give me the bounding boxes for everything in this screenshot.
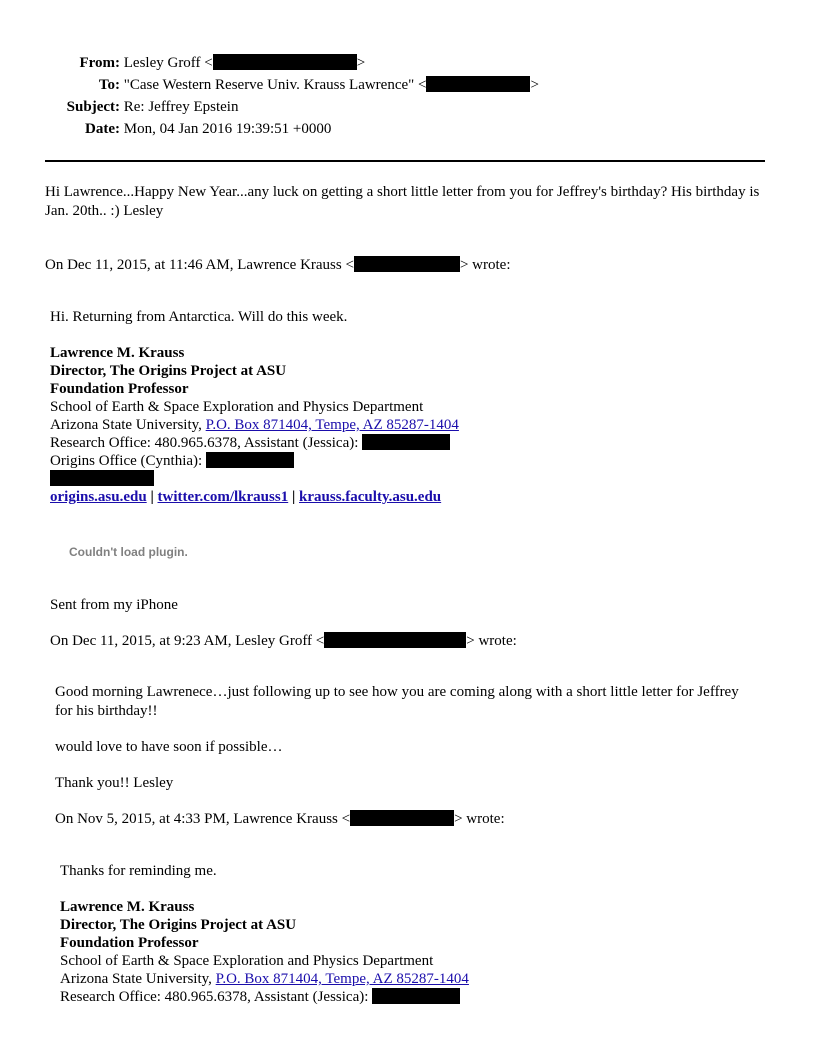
sig-origins-text: Origins Office (Cynthia): [50, 453, 206, 469]
redaction-block [350, 810, 454, 826]
link-separator: | [288, 489, 300, 505]
to-value: "Case Western Reserve Univ. Krauss Lawrence" < [123, 77, 427, 93]
sig-address [60, 970, 469, 988]
sig-dept: School of Earth & Space Exploration and Physics Department [50, 399, 424, 415]
redaction-block [426, 76, 530, 92]
reply-1: Hi. Returning from Antarctica. Will do this week. [50, 309, 348, 325]
sig-name: Lawrence M. Krauss [60, 899, 195, 915]
faculty-link[interactable]: krauss.faculty.asu.edu [299, 489, 442, 505]
sig-title: Foundation Professor [60, 935, 199, 951]
redaction-block [354, 256, 460, 272]
sig-address [50, 416, 459, 434]
sig-origins-office [50, 452, 294, 470]
subject-value: Re: Jeffrey Epstein [123, 99, 239, 115]
date-value: Mon, 04 Jan 2016 19:39:51 +0000 [123, 121, 332, 137]
to-end: > [530, 77, 539, 93]
sig-redacted-line [50, 470, 154, 488]
header-divider [45, 160, 765, 162]
sig-univ: Arizona State University, [50, 417, 206, 433]
from-row [0, 54, 365, 72]
quote-header-end: > wrote: [459, 257, 511, 273]
sent-from: Sent from my iPhone [50, 597, 178, 613]
quote-header-end: > wrote: [454, 811, 505, 827]
sig-dept: School of Earth & Space Exploration and Physics Department [60, 953, 434, 969]
sig-name: Lawrence M. Krauss [50, 345, 185, 361]
sig-research [60, 988, 460, 1006]
sig-title: Foundation Professor [50, 381, 189, 397]
from-end: > [356, 55, 366, 71]
sig-research-text: Research Office: 480.965.6378, Assistant (Jessica): [60, 989, 373, 1005]
message-2: Good morning Lawrenece…just following up to see how you are coming along with a short little letter for Jeffrey for his birthday!! [55, 684, 739, 719]
address-link[interactable]: P.O. Box 871404, Tempe, AZ 85287-1404 [205, 417, 459, 433]
quote-header-2 [50, 632, 517, 650]
date-label: Date: [85, 121, 120, 137]
quote-header-1 [45, 256, 510, 274]
quote-header-end: > wrote: [466, 633, 517, 649]
quote-header-text: On Dec 11, 2015, at 11:46 AM, Lawrence Krauss < [45, 257, 354, 273]
quote-header-text: On Dec 11, 2015, at 9:23 AM, Lesley Groff < [50, 633, 325, 649]
subject-label: Subject: [66, 99, 120, 115]
message-2-signoff: Thank you!! Lesley [55, 775, 174, 791]
sig-research [50, 434, 450, 452]
quote-header-3 [55, 810, 505, 828]
sig-title: Director, The Origins Project at ASU [60, 917, 297, 933]
plugin-error: Couldn't load plugin. [69, 545, 188, 559]
link-separator: | [146, 489, 158, 505]
from-label: From: [79, 55, 120, 71]
redaction-block [372, 988, 460, 1004]
message-2-line: would love to have soon if possible… [55, 739, 283, 755]
date-row [0, 120, 331, 138]
intro-message: Hi Lawrence...Happy New Year...any luck on getting a short little letter from you for Jeffrey's birthday? His birthday is Jan. 20th.. :) Lesley [45, 184, 760, 219]
redaction-block [206, 452, 294, 468]
twitter-link[interactable]: twitter.com/lkrauss1 [157, 489, 289, 505]
sig-links [50, 488, 441, 506]
redaction-block [50, 470, 154, 486]
sig-univ: Arizona State University, [60, 971, 216, 987]
redaction-block [213, 54, 357, 70]
to-label: To: [98, 77, 120, 93]
to-row [0, 76, 539, 94]
quote-header-text: On Nov 5, 2015, at 4:33 PM, Lawrence Krauss < [55, 811, 351, 827]
redaction-block [324, 632, 466, 648]
address-link[interactable]: P.O. Box 871404, Tempe, AZ 85287-1404 [215, 971, 469, 987]
sig-title: Director, The Origins Project at ASU [50, 363, 287, 379]
sig-research-text: Research Office: 480.965.6378, Assistant (Jessica): [50, 435, 363, 451]
origins-link[interactable]: origins.asu.edu [50, 489, 147, 505]
from-value: Lesley Groff < [123, 55, 213, 71]
redaction-block [362, 434, 450, 450]
reply-3: Thanks for reminding me. [60, 863, 217, 879]
subject-row [0, 98, 238, 116]
